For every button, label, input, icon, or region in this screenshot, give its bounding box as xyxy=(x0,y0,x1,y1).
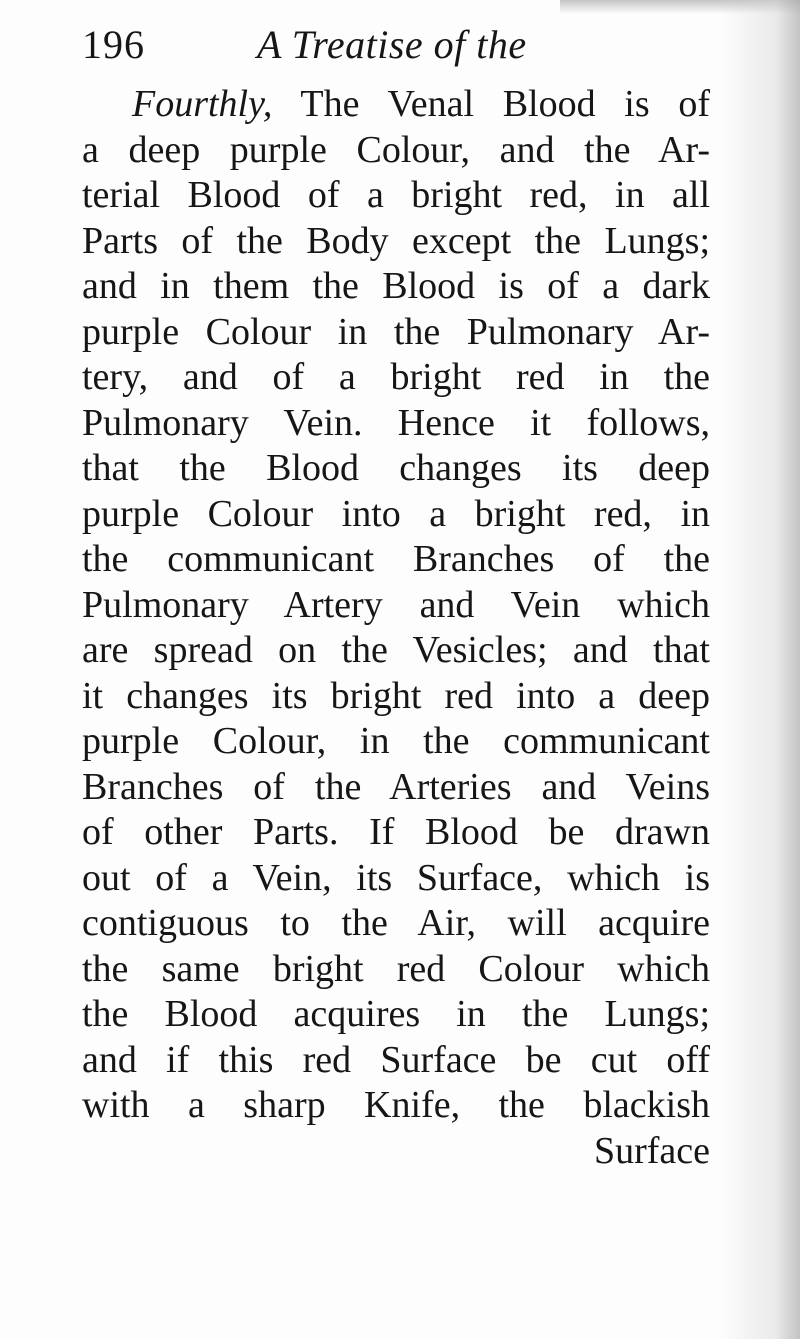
page-top-shadow xyxy=(560,0,800,14)
text-line: terial Blood of a bright red, in all xyxy=(82,174,710,216)
text-line: Pulmonary Vein. Hence it follows, xyxy=(82,401,710,444)
text-line: tery, and of a bright red in the xyxy=(82,356,710,398)
text-line: and if this red Surface be cut off xyxy=(82,1038,710,1081)
text-line: Fourthly, The Venal Blood is of xyxy=(132,83,710,125)
page-header xyxy=(82,20,702,70)
text-line: and in them the Blood is of a dark xyxy=(82,265,710,307)
text-line: purple Colour, in the communicant xyxy=(82,720,710,762)
text-line: with a sharp Knife, the blackish xyxy=(82,1084,710,1126)
page-edge-shadow xyxy=(720,0,800,1339)
text-line: purple Colour into a bright red, in xyxy=(82,492,710,535)
text-line: it changes its bright red into a deep xyxy=(82,674,710,717)
text-line: Parts of the Body except the Lungs; xyxy=(82,219,710,262)
body-text xyxy=(82,82,710,1174)
text-line: contiguous to the Air, will acquire xyxy=(82,902,710,944)
first-word: Fourthly, xyxy=(132,83,273,125)
text-line: Pulmonary Artery and Vein which xyxy=(82,583,710,626)
text-line: Branches of the Arteries and Veins xyxy=(82,765,710,808)
running-head: A Treatise of the xyxy=(257,22,527,67)
text-line: that the Blood changes its deep xyxy=(82,447,710,489)
text-line: a deep purple Colour, and the Ar- xyxy=(82,128,710,171)
catchword: Surface xyxy=(593,1129,710,1172)
page-number: 196 xyxy=(82,22,145,67)
text-line: purple Colour in the Pulmonary Ar- xyxy=(82,310,710,353)
text-line: the communicant Branches of the xyxy=(82,538,710,580)
text-line: are spread on the Vesicles; and that xyxy=(82,629,710,671)
text-line: the same bright red Colour which xyxy=(82,947,710,990)
text-line: out of a Vein, its Surface, which is xyxy=(82,856,710,899)
text-line: of other Parts. If Blood be drawn xyxy=(82,811,710,853)
text-line: the Blood acquires in the Lungs; xyxy=(82,993,710,1035)
